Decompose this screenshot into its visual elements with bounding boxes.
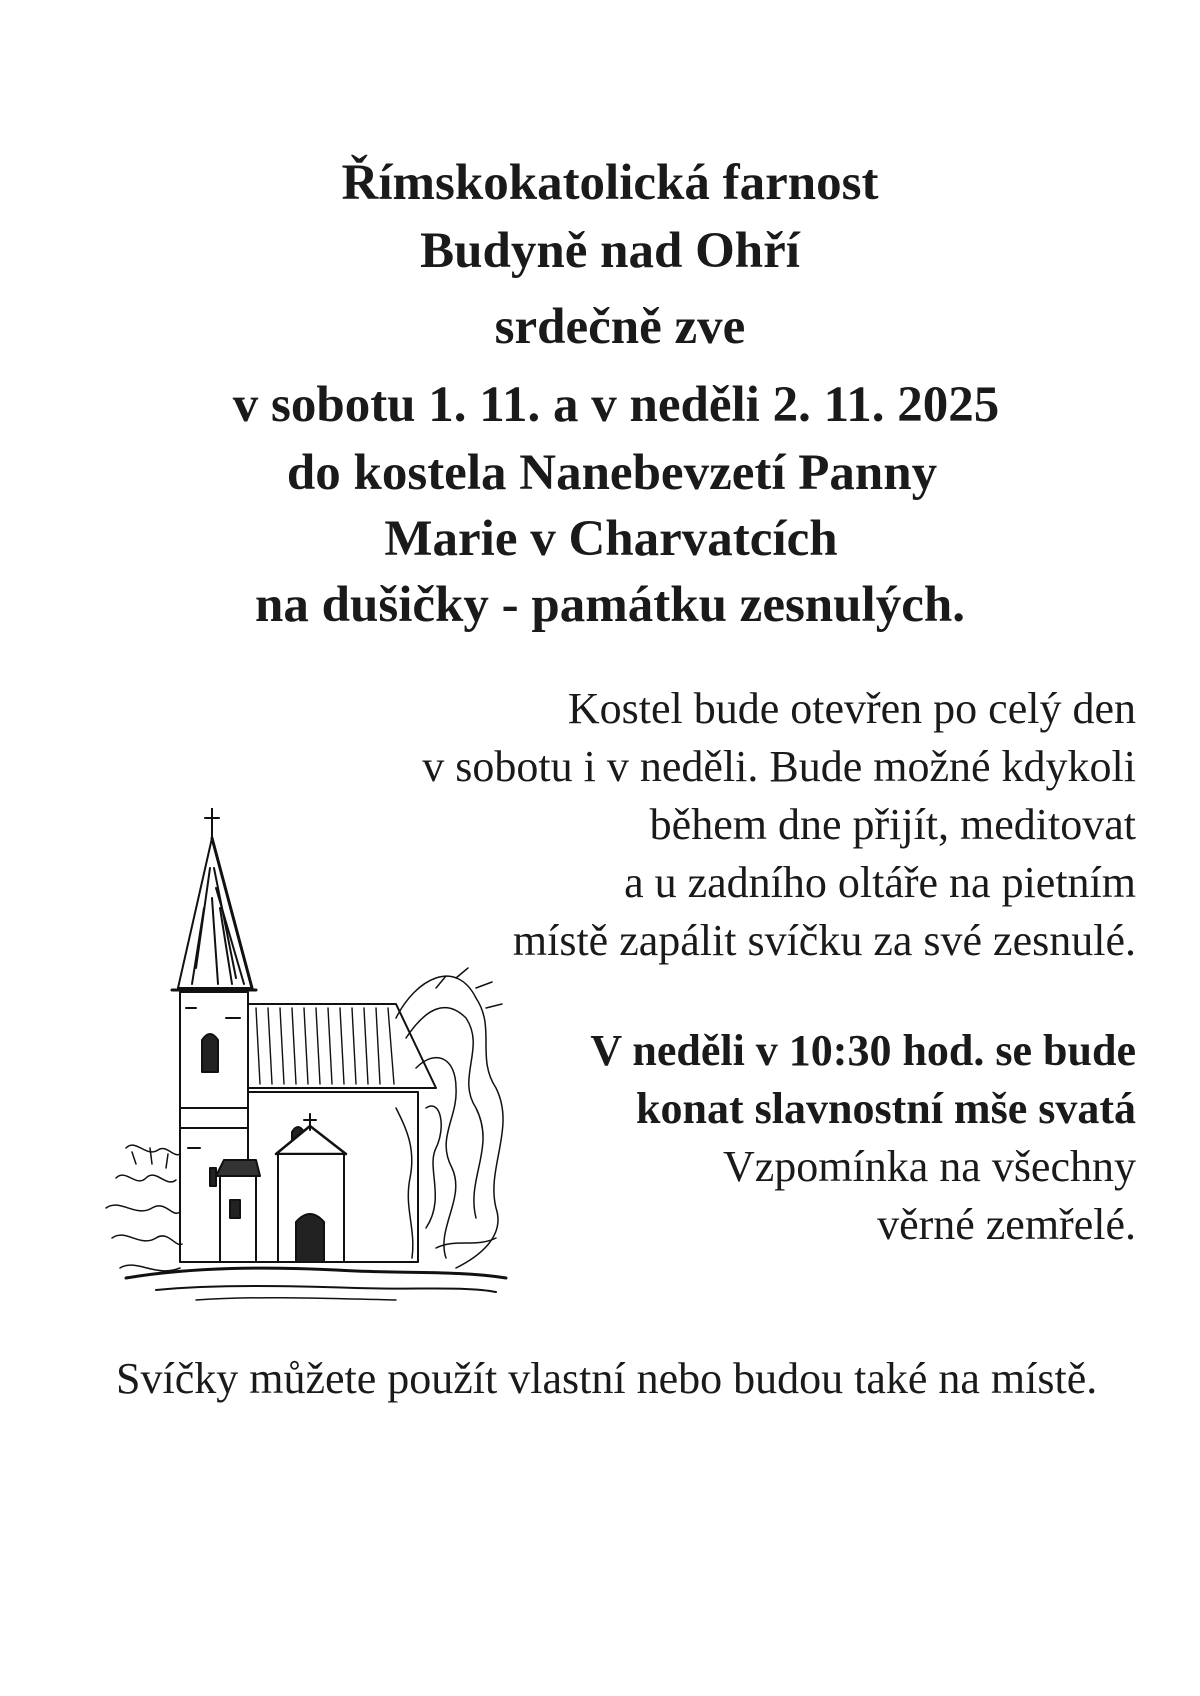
- info-line: v sobotu i v neděli. Bude možné kdykoli: [422, 742, 1136, 791]
- footer-note: Svíčky můžete použít vlastní nebo budou také na místě.: [116, 1354, 1098, 1403]
- heading-church-place: Marie v Charvatcích: [384, 511, 838, 567]
- heading-invites: srdečně zve: [494, 299, 746, 355]
- info-line: během dne přijít, meditovat: [649, 800, 1136, 849]
- mass-title-line: konat slavnostní mše svatá: [636, 1084, 1136, 1133]
- mass-time-line: V neděli v 10:30 hod. se bude: [590, 1026, 1136, 1075]
- heading-parish: Římskokatolická farnost: [341, 155, 879, 211]
- heading-occasion: na dušičky - památku zesnulých.: [255, 577, 965, 633]
- church-sketch-icon: [96, 808, 516, 1308]
- info-line: a u zadního oltáře na pietním: [624, 858, 1136, 907]
- remembrance-line: Vzpomínka na všechny: [723, 1142, 1136, 1191]
- heading-church-name: do kostela Nanebevzetí Panny: [286, 445, 938, 501]
- heading-town: Budyně nad Ohří: [420, 223, 800, 279]
- info-line: místě zapálit svíčku za své zesnulé.: [512, 916, 1136, 965]
- heading-dates: v sobotu 1. 11. a v neděli 2. 11. 2025: [232, 377, 1000, 433]
- remembrance-line: věrné zemřelé.: [877, 1200, 1136, 1249]
- info-line: Kostel bude otevřen po celý den: [567, 684, 1136, 733]
